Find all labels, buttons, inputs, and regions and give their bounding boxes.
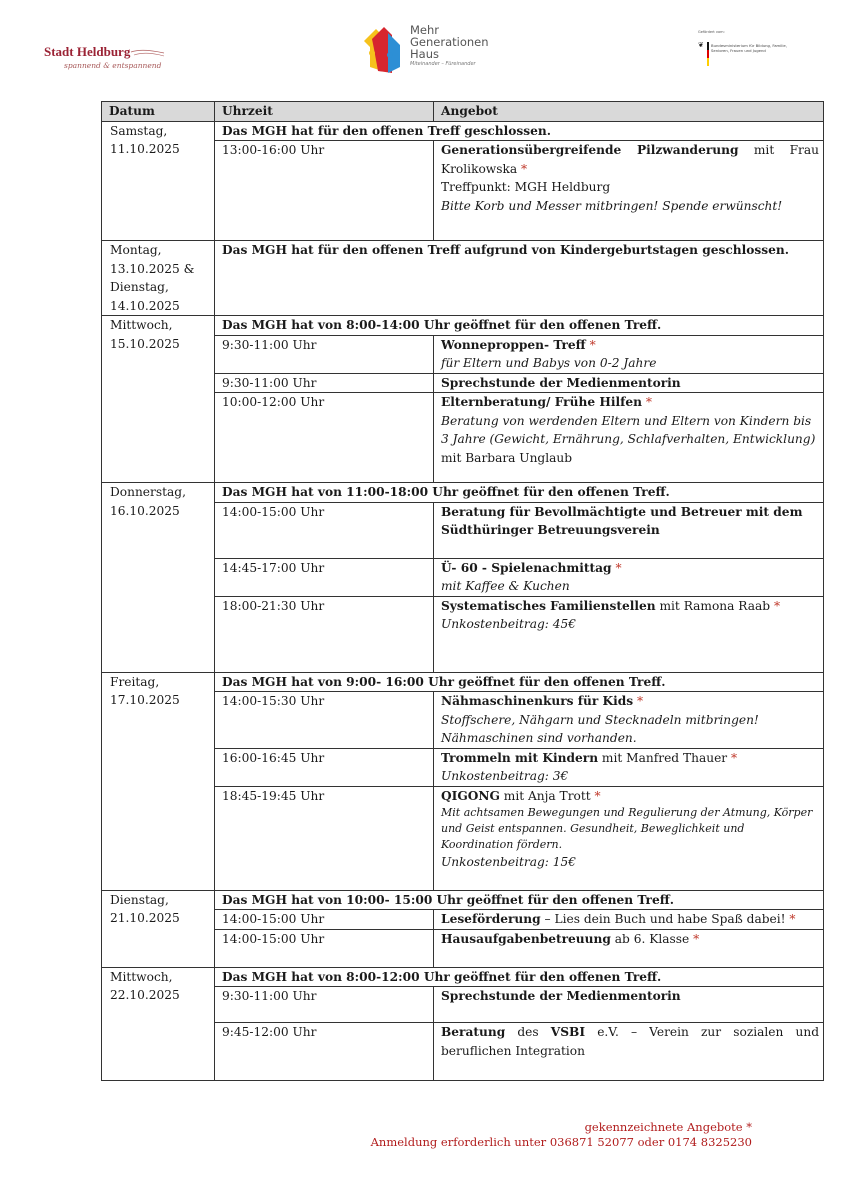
event-title: Leseförderung [441, 912, 541, 926]
event-title-suffix: ab 6. Klasse [610, 931, 690, 946]
date-cell [102, 483, 215, 673]
table-header-row [102, 102, 824, 122]
event-time: 14:00-15:00 Uhr [215, 910, 434, 930]
date: 21.10.2025 [110, 911, 180, 925]
date-cell [102, 890, 215, 967]
mgh-logo-line3: Haus [410, 47, 439, 61]
date-cell [102, 967, 215, 1081]
event-offer [434, 929, 824, 967]
mehrgenerationenhaus-logo [360, 24, 520, 80]
event-note: Unkostenbeitrag: 45€ [441, 617, 577, 631]
header-date: Datum [102, 102, 215, 122]
event-title: Generationsübergreifende Pilzwanderung [441, 143, 739, 157]
german-flag-bar [707, 42, 709, 66]
event-note: mit Kaffee & Kuchen [441, 579, 570, 593]
date: 22.10.2025 [110, 988, 180, 1002]
schedule-table [101, 101, 824, 1081]
event-title: Ü- 60 - Spielenachmittag [441, 560, 612, 575]
weekday: Freitag, [110, 674, 160, 689]
day-status-row [102, 241, 824, 316]
event-offer [434, 502, 824, 558]
ministry-logo-name: Bundesministerium für Bildung, Familie, Senioren, Frauen und Jugend [711, 43, 787, 53]
day-status: Das MGH hat von 11:00-18:00 Uhr geöffnet für den offenen Treff. [215, 483, 824, 503]
event-time: 9:45-12:00 Uhr [215, 1023, 434, 1081]
event-offer [434, 335, 824, 373]
ministry-logo [695, 30, 795, 80]
event-title: Wonneproppen- Treff [441, 337, 586, 352]
event-offer [434, 748, 824, 786]
event-title: Beratung [441, 1025, 506, 1039]
registration-star-icon: * [731, 750, 738, 765]
event-time: 9:30-11:00 Uhr [215, 987, 434, 1023]
event-offer [434, 1023, 824, 1081]
event-title: Hausaufgabenbetreuung [441, 931, 611, 946]
event-time: 10:00-12:00 Uhr [215, 393, 434, 483]
date: 15.10.2025 [110, 336, 180, 351]
registration-star-icon: * [615, 560, 622, 575]
registration-star-icon: * [594, 788, 601, 803]
heldburg-logo-name: Stadt Heldburg [44, 44, 131, 59]
day-status-row [102, 967, 824, 987]
date-cell [102, 672, 215, 890]
event-title: Trommeln mit Kindern [441, 750, 599, 765]
event-offer [434, 141, 824, 241]
event-title-suffix: mit Frau Krolikowska [441, 143, 819, 176]
day-status-row [102, 316, 824, 336]
event-title: Beratung für Bevollmächtigte und Betreuer mit dem Südthüringer Betreuungsverein [441, 504, 803, 537]
event-note: Stoffschere, Nähgarn und Stecknadeln mitbringen! Nähmaschinen sind vorhanden. [441, 712, 759, 745]
event-time: 13:00-16:00 Uhr [215, 141, 434, 241]
event-note: Bitte Korb und Messer mitbringen! Spende erwünscht! [441, 198, 783, 213]
stadt-heldburg-logo [44, 44, 169, 80]
weekday: Dienstag, [110, 280, 169, 294]
day-status: Das MGH hat für den offenen Treff aufgrund von Kindergeburtstagen geschlossen. [215, 241, 824, 316]
event-offer [434, 786, 824, 890]
event-title-suffix: – Lies dein Buch und habe Spaß dabei! [540, 912, 786, 926]
date: 17.10.2025 [110, 693, 180, 707]
event-meeting-point: Treffpunkt: MGH Heldburg [441, 180, 611, 194]
federal-eagle-icon: ❦ [698, 41, 704, 49]
event-time: 16:00-16:45 Uhr [215, 748, 434, 786]
event-time: 14:45-17:00 Uhr [215, 558, 434, 596]
event-note: Unkostenbeitrag: 3€ [441, 769, 569, 783]
event-offer [434, 596, 824, 672]
event-title: Elternberatung/ Frühe Hilfen [441, 395, 642, 409]
event-title-suffix: mit Manfred Thauer [598, 750, 728, 765]
date: 14.10.2025 [110, 298, 180, 313]
event-time: 18:45-19:45 Uhr [215, 786, 434, 890]
date: 13.10.2025 & [110, 261, 195, 276]
date: 11.10.2025 [110, 142, 180, 156]
mgh-logo-line2: Generationen [410, 35, 489, 49]
weekday: Mittwoch, [110, 318, 173, 332]
weekday: Dienstag, [110, 892, 169, 907]
event-time: 14:00-15:00 Uhr [215, 502, 434, 558]
weekday: Samstag, [110, 123, 168, 138]
registration-star-icon: * [521, 161, 528, 176]
event-org: VSBI [550, 1025, 586, 1039]
registration-footer [371, 1120, 752, 1150]
event-offer [434, 987, 824, 1023]
event-title: Sprechstunde der Medienmentorin [441, 375, 681, 390]
event-time: 14:00-15:30 Uhr [215, 692, 434, 749]
day-status-row [102, 672, 824, 692]
event-note: für Eltern und Babys von 0-2 Jahre [441, 356, 657, 370]
event-time: 9:30-11:00 Uhr [215, 373, 434, 393]
ministry-logo-prefix: Gefördert vom: [698, 30, 725, 34]
day-status: Das MGH hat für den offenen Treff geschlossen. [215, 121, 824, 141]
weekday: Donnerstag, [110, 485, 186, 499]
day-status-row [102, 483, 824, 503]
event-title: Sprechstunde der Medienmentorin [441, 989, 681, 1003]
event-offer [434, 373, 824, 393]
day-status: Das MGH hat von 9:00- 16:00 Uhr geöffnet für den offenen Treff. [215, 672, 824, 692]
event-title: Nähmaschinenkurs für Kids [441, 694, 634, 708]
registration-star-icon: * [637, 694, 644, 708]
day-status: Das MGH hat von 8:00-14:00 Uhr geöffnet für den offenen Treff. [215, 316, 824, 336]
registration-star-icon: * [789, 912, 796, 926]
event-time: 18:00-21:30 Uhr [215, 596, 434, 672]
swoosh-icon [130, 48, 166, 58]
event-title: Systematisches Familienstellen [441, 598, 656, 613]
event-offer [434, 558, 824, 596]
date-cell [102, 121, 215, 241]
footer-registration-info: Anmeldung erforderlich unter 036871 52077 oder 0174 8325230 [370, 1135, 752, 1149]
weekday: Montag, [110, 243, 162, 257]
weekday: Mittwoch, [110, 969, 173, 984]
event-title-suffix: e.V. – Verein zur sozialen und beruflichen Integration [441, 1025, 819, 1058]
footer-marked-offers: gekennzeichnete Angebote * [584, 1120, 752, 1134]
mgh-logo-subtitle: Miteinander – Füreinander [410, 61, 476, 67]
date-cell [102, 316, 215, 483]
header-time: Uhrzeit [215, 102, 434, 122]
event-title-suffix: mit Ramona Raab [655, 598, 771, 613]
registration-star-icon: * [693, 931, 700, 946]
event-title: QIGONG [441, 788, 500, 803]
heldburg-logo-tagline: spannend & entspannend [64, 61, 162, 70]
house-puzzle-icon [360, 27, 404, 75]
event-note: Unkostenbeitrag: 15€ [441, 855, 577, 869]
event-offer [434, 910, 824, 930]
day-status-row [102, 121, 824, 141]
event-time: 14:00-15:00 Uhr [215, 929, 434, 967]
event-offer [434, 393, 824, 483]
event-title-mid: des [505, 1025, 551, 1039]
event-note: Beratung von werdenden Eltern und Eltern von Kindern bis 3 Jahre (Gewicht, Ernährung, Schlafverhalten, Entwicklung) [441, 413, 816, 446]
registration-star-icon: * [773, 598, 781, 613]
date: 16.10.2025 [110, 503, 180, 518]
registration-star-icon: * [589, 337, 596, 352]
day-status-row [102, 890, 824, 910]
event-time: 9:30-11:00 Uhr [215, 335, 434, 373]
event-title-suffix: mit Anja Trott [499, 788, 591, 803]
day-status: Das MGH hat von 10:00- 15:00 Uhr geöffnet für den offenen Treff. [215, 890, 824, 910]
header-offer: Angebot [434, 102, 824, 122]
day-status: Das MGH hat von 8:00-12:00 Uhr geöffnet für den offenen Treff. [215, 967, 824, 987]
event-note-suffix: mit Barbara Unglaub [441, 450, 573, 465]
registration-star-icon: * [645, 395, 652, 409]
event-offer [434, 692, 824, 749]
mgh-logo-line1: Mehr [410, 23, 440, 37]
date-cell [102, 241, 215, 316]
event-detail: Mit achtsamen Bewegungen und Regulierung der Atmung, Körper und Geist entspannen. Gesundheit, Beweglichkeit und Koordination fördern. [441, 806, 813, 851]
